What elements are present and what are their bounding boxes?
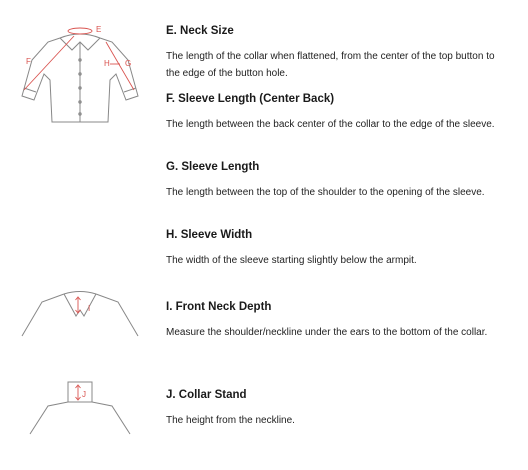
- shirt-measurement-diagram: [12, 20, 142, 130]
- section-neck-size: [166, 24, 506, 82]
- section-sleeve-length-center-back: [166, 92, 506, 133]
- section-sleeve-length: [166, 160, 506, 201]
- section-body: The height from the neckline.: [166, 415, 295, 426]
- section-title: E. Neck Size: [166, 25, 234, 37]
- section-title: J. Collar Stand: [166, 389, 247, 401]
- section-collar-stand: [166, 388, 506, 429]
- label-h: H: [104, 59, 110, 68]
- section-body: The length between the top of the shoulder to the opening of the sleeve.: [166, 187, 485, 198]
- section-sleeve-width: [166, 228, 506, 269]
- label-g: G: [125, 59, 132, 68]
- label-f: F: [26, 57, 31, 66]
- section-body: The width of the sleeve starting slightly below the armpit.: [166, 255, 417, 266]
- section-body: The length between the back center of the collar to the edge of the sleeve.: [166, 119, 495, 130]
- section-title: F. Sleeve Length (Center Back): [166, 93, 335, 105]
- section-body: The length of the collar when flattened, from the center of the top button to the edge of the button hole.: [166, 51, 495, 79]
- label-i: I: [88, 304, 91, 313]
- section-front-neck-depth: [166, 300, 506, 341]
- section-title: I. Front Neck Depth: [166, 301, 272, 313]
- section-title: G. Sleeve Length: [166, 161, 260, 173]
- label-e: E: [96, 25, 102, 34]
- neck-depth-diagram: [20, 290, 140, 340]
- section-body: Measure the shoulder/neckline under the ears to the bottom of the collar.: [166, 327, 488, 338]
- section-title: H. Sleeve Width: [166, 229, 253, 241]
- collar-stand-diagram: [20, 380, 140, 440]
- label-j: J: [82, 390, 86, 399]
